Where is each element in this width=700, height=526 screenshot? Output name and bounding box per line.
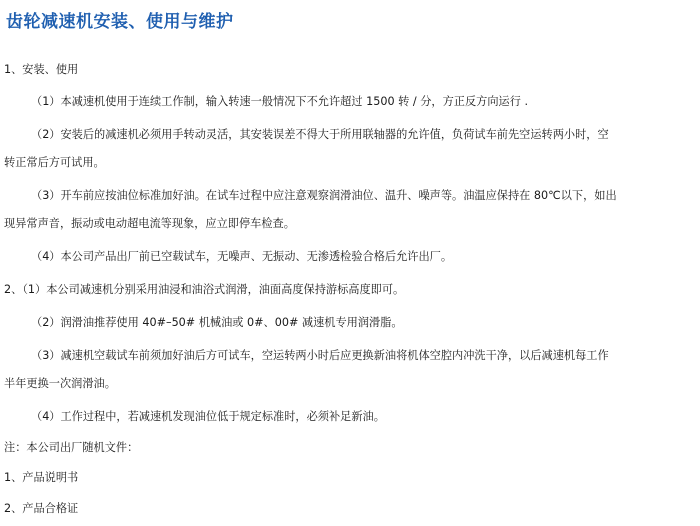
list-item: 2、产品合格证	[4, 502, 79, 515]
page-title: 齿轮减速机安装、使用与维护	[6, 12, 234, 32]
section-heading-lubrication: 2、（1）本公司减速机分别采用油浸和油浴式润滑，油面高度保持游标高度即可。	[4, 283, 405, 296]
paragraph-line: 转正常后方可试用。	[4, 156, 105, 169]
paragraph-line: （2）润滑油推荐使用 40#–50# 机械油或 0#、00# 减速机专用润滑脂。	[31, 316, 403, 329]
paragraph-line: （4）工作过程中，若减速机发现油位低于规定标准时，必须补足新油。	[31, 410, 385, 423]
paragraph-line: 半年更换一次润滑油。	[4, 377, 116, 390]
note-heading: 注：本公司出厂随机文件：	[4, 441, 139, 454]
section-heading-install-use: 1、安装、使用	[4, 63, 79, 76]
paragraph-line: （3）开车前应按油位标准加好油。在试车过程中应注意观察润滑油位、温升、噪声等。油温应保持在 80℃以下，如出	[31, 189, 617, 202]
paragraph-line: 现异常声音，振动或电动超电流等现象，应立即停车检查。	[4, 217, 295, 230]
paragraph-line: （2）安装后的减速机必须用手转动灵活，其安装误差不得大于所用联轴器的允许值，负荷试车前先空运转两小时，空	[31, 128, 609, 141]
paragraph-line: （1）本减速机使用于连续工作制，输入转速一般情况下不允许超过 1500 转 / 分，方正反方向运行 .	[31, 95, 529, 108]
paragraph-line: （3）减速机空载试车前须加好油后方可试车，空运转两小时后应更换新油将机体空腔内冲洗干净，以后减速机每工作	[31, 349, 609, 362]
list-item: 1、产品说明书	[4, 471, 79, 484]
paragraph-line: （4）本公司产品出厂前已空载试车，无噪声、无振动、无渗透检验合格后允许出厂。	[31, 250, 453, 263]
